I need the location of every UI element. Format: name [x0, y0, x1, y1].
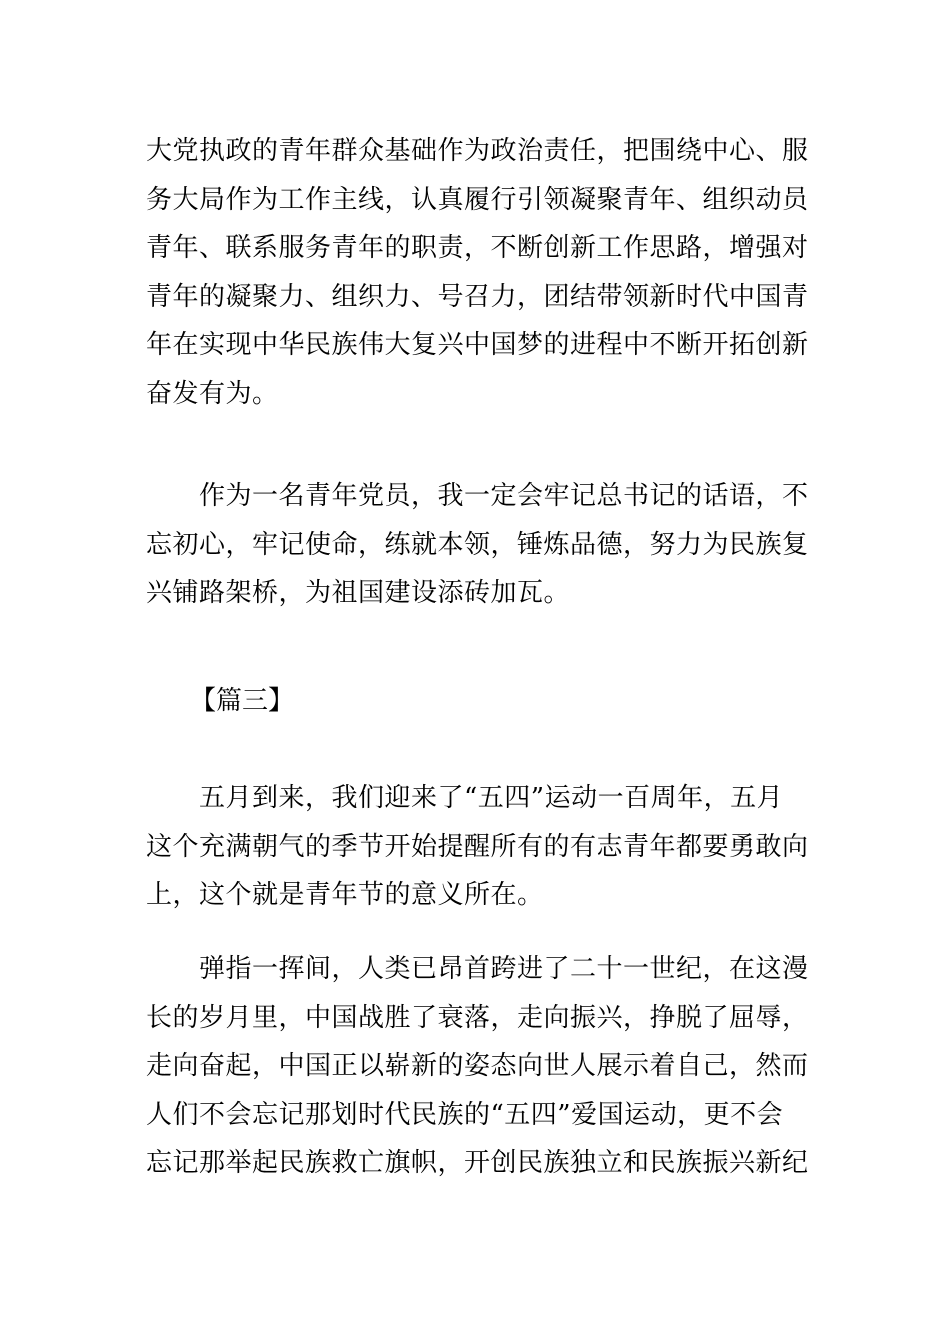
paragraph-2: [146, 472, 808, 618]
paragraph-line: 奋发有为。: [146, 378, 279, 409]
paragraph-line: 作为一名青年党员，我一定会牢记总书记的话语，不: [199, 481, 809, 511]
paragraph-line: 走向奋起，中国正以崭新的姿态向世人展示着自己，然而: [146, 1051, 809, 1082]
paragraph-line: 忘初心，牢记使命，练就本领，锤炼品德，努力为民族复: [146, 529, 809, 560]
paragraph-line: 青年的凝聚力、组织力、号召力，团结带领新时代中国青: [146, 281, 809, 312]
paragraph-line: 上，这个就是青年节的意义所在。: [146, 880, 544, 911]
paragraph-line: 忘记那举起民族救亡旗帜，开创民族独立和民族振兴新纪: [146, 1148, 809, 1179]
paragraph-line: 这个充满朝气的季节开始提醒所有的有志青年都要勇敢向: [146, 831, 809, 862]
paragraph-line: 大党执政的青年群众基础作为政治责任，把围绕中心、服: [146, 136, 809, 166]
paragraph-line: 人们不会忘记那划时代民族的“五四”爱国运动，更不会: [146, 1099, 784, 1130]
section-heading: 【篇三】: [190, 686, 295, 716]
paragraph-3: [146, 774, 808, 920]
paragraph-line: 五月到来，我们迎来了“五四”运动一百周年，五月: [199, 783, 784, 813]
paragraph-1: [146, 127, 808, 419]
paragraph-line: 兴铺路架桥，为祖国建设添砖加瓦。: [146, 578, 571, 609]
paragraph-line: 青年、联系服务青年的职责，不断创新工作思路，增强对: [146, 233, 809, 264]
paragraph-line: 务大局作为工作主线，认真履行引领凝聚青年、组织动员: [146, 184, 809, 215]
paragraph-line: 弹指一挥间，人类已昂首跨进了二十一世纪，在这漫: [199, 954, 809, 984]
paragraph-4: [146, 945, 808, 1188]
paragraph-line: 年在实现中华民族伟大复兴中国梦的进程中不断开拓创新: [146, 330, 809, 361]
paragraph-line: 长的岁月里，中国战胜了衰落，走向振兴，挣脱了屈辱，: [146, 1002, 809, 1033]
